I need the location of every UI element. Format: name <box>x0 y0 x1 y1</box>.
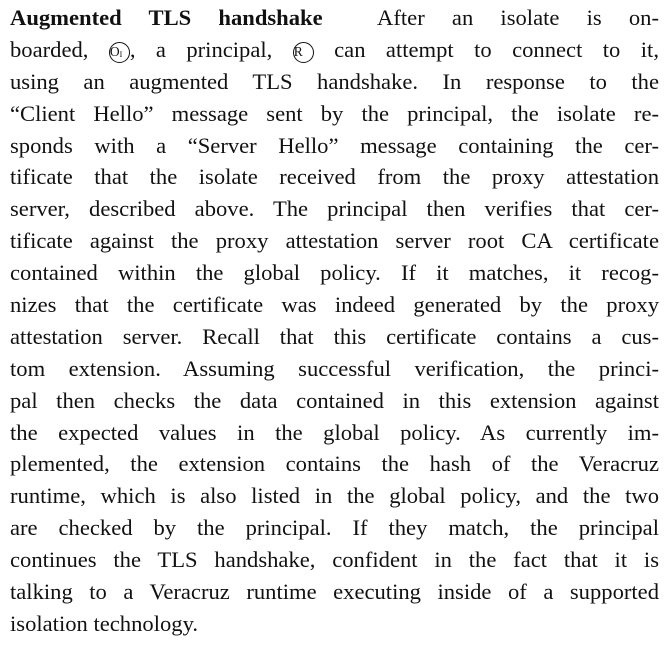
text-fragment: can attempt to connect to it, <box>334 36 659 62</box>
text-line-12: tom extension. Assuming successful verification, the princi- <box>10 355 659 381</box>
circled-r-icon <box>293 42 314 63</box>
augmented-tls-paragraph <box>10 2 659 640</box>
circled-o1-icon <box>109 42 130 63</box>
text-line-10: nizes that the certificate was indeed generated by the proxy <box>10 292 659 318</box>
text-line-11: attestation server. Recall that this certificate contains a cus- <box>10 323 659 349</box>
text-line-19: talking to a Veracruz runtime executing inside of a supported <box>10 579 659 605</box>
text-line-3: using an augmented TLS handshake. In response to the <box>10 68 659 94</box>
circled-o1-letter: O <box>109 43 120 59</box>
text-fragment: After an isolate is on- <box>377 5 659 30</box>
circled-o1-subscript: I <box>119 49 123 59</box>
text-line-15: plemented, the extension contains the hash of the Veracruz <box>10 451 659 477</box>
text-line-8: tificate against the proxy attestation server root CA certificate <box>10 228 659 254</box>
text-line-5: sponds with a “Server Hello” message containing the cer- <box>10 132 659 158</box>
text-line-16: runtime, which is also listed in the global policy, and the two <box>10 483 659 509</box>
text-line-2 <box>10 34 659 66</box>
text-line-20: isolation technology. <box>10 610 199 636</box>
text-fragment: , a principal, <box>129 36 273 62</box>
circled-r-letter: R <box>293 43 303 59</box>
text-line-7: server, described above. The principal then verifies that cer- <box>10 196 659 222</box>
text-line-9: contained within the global policy. If it matches, it recog- <box>10 260 659 286</box>
text-line-14: the expected values in the global policy. As currently im- <box>10 419 659 445</box>
text-fragment: boarded, <box>10 36 89 62</box>
text-line-6: tificate that the isolate received from the proxy attestation <box>10 164 659 190</box>
text-line-13: pal then checks the data contained in this extension against <box>10 387 659 413</box>
paragraph-heading: Augmented TLS handshake <box>10 5 323 30</box>
text-line-1 <box>10 2 659 34</box>
text-line-17: are checked by the principal. If they match, the principal <box>10 515 659 541</box>
text-line-4: “Client Hello” message sent by the principal, the isolate re- <box>10 100 659 126</box>
text-line-18: continues the TLS handshake, confident in the fact that it is <box>10 547 659 573</box>
